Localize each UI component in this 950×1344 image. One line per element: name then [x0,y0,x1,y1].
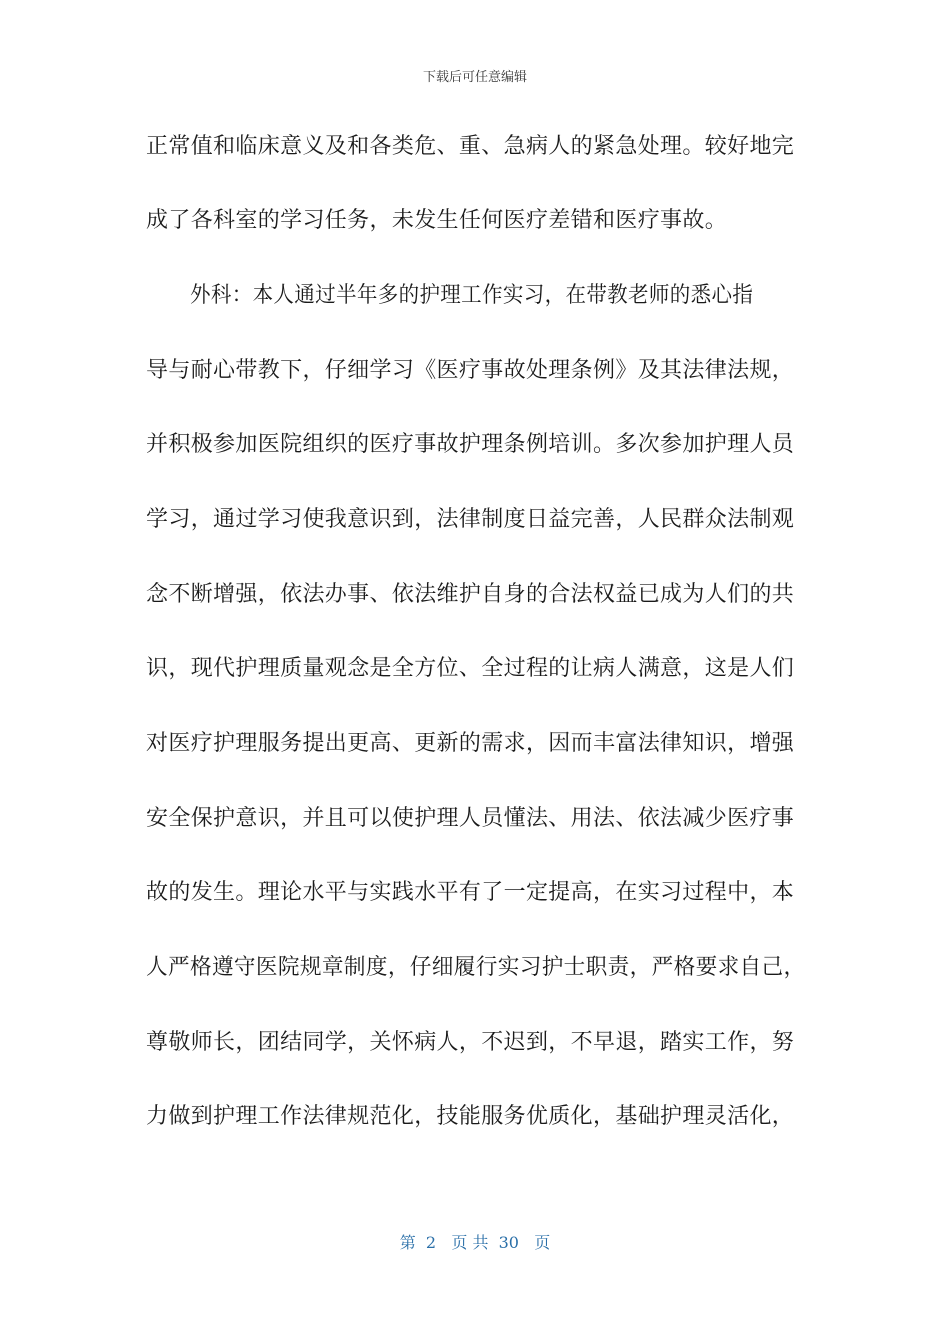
paragraph-line: 导与耐心带教下，仔细学习《医疗事故处理条例》及其法律法规， [146,358,795,383]
paragraph-line: 学习，通过学习使我意识到，法律制度日益完善，人民群众法制观 [146,507,795,532]
page-number-footer: 第 2 页 共 30 页 [399,1233,551,1252]
paragraph-line: 力做到护理工作法律规范化，技能服务优质化，基础护理灵活化， [146,1104,795,1129]
paragraph-line: 安全保护意识，并且可以使护理人员懂法、用法、依法减少医疗事 [146,806,795,831]
paragraph-line: 故的发生。理论水平与实践水平有了一定提高，在实习过程中，本 [146,880,795,905]
paragraph-line: 识，现代护理质量观念是全方位、全过程的让病人满意，这是人们 [146,656,795,681]
paragraph-line: 人严格遵守医院规章制度，仔细履行实习护士职责，严格要求自己， [146,955,806,980]
paragraph-line: 念不断增强，依法办事、依法维护自身的合法权益已成为人们的共 [146,582,795,607]
page-header: 下载后可任意编辑 [422,70,527,85]
paragraph-line: 尊敬师长，团结同学，关怀病人，不迟到，不早退，踏实工作，努 [146,1030,795,1055]
paragraph-line: 并积极参加医院组织的医疗事故护理条例培训。多次参加护理人员 [146,432,795,457]
paragraph-line: 外科：本人通过半年多的护理工作实习，在带教老师的悉心指 [190,283,754,308]
paragraph-line: 正常值和临床意义及和各类危、重、急病人的紧急处理。较好地完 [146,134,795,159]
paragraph-line: 成了各科室的学习任务，未发生任何医疗差错和医疗事故。 [146,208,728,233]
paragraph-line: 对医疗护理服务提出更高、更新的需求，因而丰富法律知识，增强 [146,731,795,756]
